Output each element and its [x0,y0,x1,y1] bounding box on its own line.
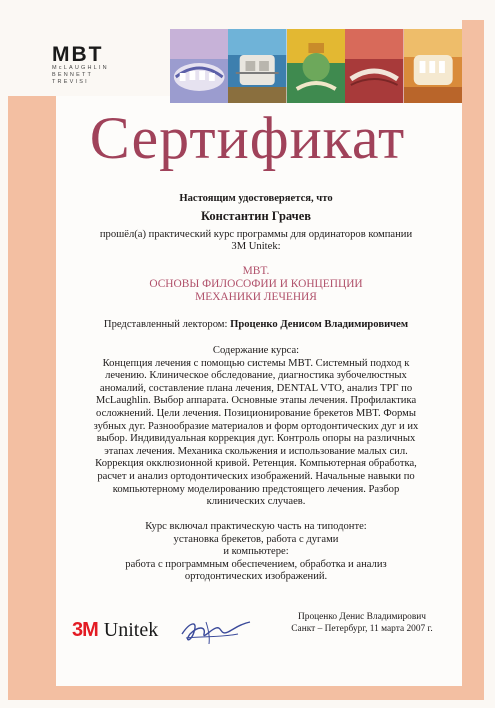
mbt-logo [52,44,162,94]
dental-photo-3 [287,29,345,103]
contents-heading: Содержание курса: [212,345,300,356]
signatory-block [262,612,462,635]
photo-strip [170,29,462,103]
dental-photo-1 [170,29,228,103]
lecturer-label: Представленный лектором: [103,319,228,330]
program-line-2: ОСНОВЫ ФИЛОСОФИИ И КОНЦЕПЦИИ [149,278,363,290]
mbt-logo-subline-1: McLAUGHLIN [52,65,109,71]
place-date: Санкт – Петербург, 11 марта 2007 г. [291,623,433,634]
practice-section [60,521,452,584]
contents-line: осложнений. Цели лечения. Позиционирование брекетов MBT. Формы [96,407,416,419]
practice-line: работа с программным обеспечением, обработка и анализ [125,558,387,570]
3m-logo-text: 3M [72,619,98,641]
practice-line: Курс включал практическую часть на типодонте: [145,521,367,532]
contents-line: McLaughlin. Выбор аппарата. Основные этапы лечения. Профилактика [95,395,417,407]
handwritten-signature [176,612,256,648]
course-line-1: прошёл(а) практический курс программы для ординаторов компании [99,229,413,240]
certificate-title: Сертификат [89,105,406,171]
unitek-logo-text: Unitek [103,619,159,641]
contents-line: компьютерному моделированию предстоящего лечения. Разбор [112,483,400,495]
left-border-band [8,96,56,700]
lecturer-name: Проценко Денисом Владимировичем [230,319,409,330]
course-contents [60,345,452,509]
program-line-1: MBT. [242,265,270,277]
course-line-2: 3M Unitek: [231,241,281,252]
recipient-name: Константин Грачев [200,209,312,223]
lecturer-line [60,319,452,332]
mbt-logo-subline-3: TREVISI [52,79,89,85]
contents-line: зубных дуг. Разнообразие материалов и форм ортодонтических дуг и их [93,420,419,432]
contents-line: лечению. Клиническое обследование, диагностика зубочелюстных [105,370,407,382]
mbt-logo-text: MBT [52,43,104,66]
dental-photo-2 [228,29,286,103]
3m-unitek-logo [72,619,158,641]
bottom-border-band [8,686,484,700]
signatory-name: Проценко Денис Владимирович [297,612,427,622]
contents-line: расчет и анализ ортодонтических изображений. Начальные навыки по [97,470,415,482]
mbt-logo-subline-2: BENNETT [52,72,94,78]
contents-line: выбор. Индивидуальная коррекция дуг. Контроль опоры на различных [96,433,416,445]
program-line-3: МЕХАНИКИ ЛЕЧЕНИЯ [195,291,317,303]
contents-line: этапах лечения. Механика скольжения и использование малых сил. [104,445,408,457]
practice-line: установка брекетов, работа с дугами [173,533,339,545]
contents-line: Концепция лечения с помощью системы MBT. Системный подход к [102,357,410,369]
practice-line: и компьютере: [223,546,289,558]
practice-line: ортодонтических изображений. [184,571,328,583]
contents-line: Коррекция окклюзионной кривой. Ретенция. Компьютерная обработка, [95,458,417,470]
contents-line: клинических случаев. [206,496,306,508]
dental-photo-4 [345,29,403,103]
dental-photo-5 [404,29,462,103]
contents-line: аномалий, составление плана лечения, DENTAL VTO, анализ ТРГ по [99,382,413,394]
certificate-intro: Настоящим удостоверяется, что [179,193,333,204]
